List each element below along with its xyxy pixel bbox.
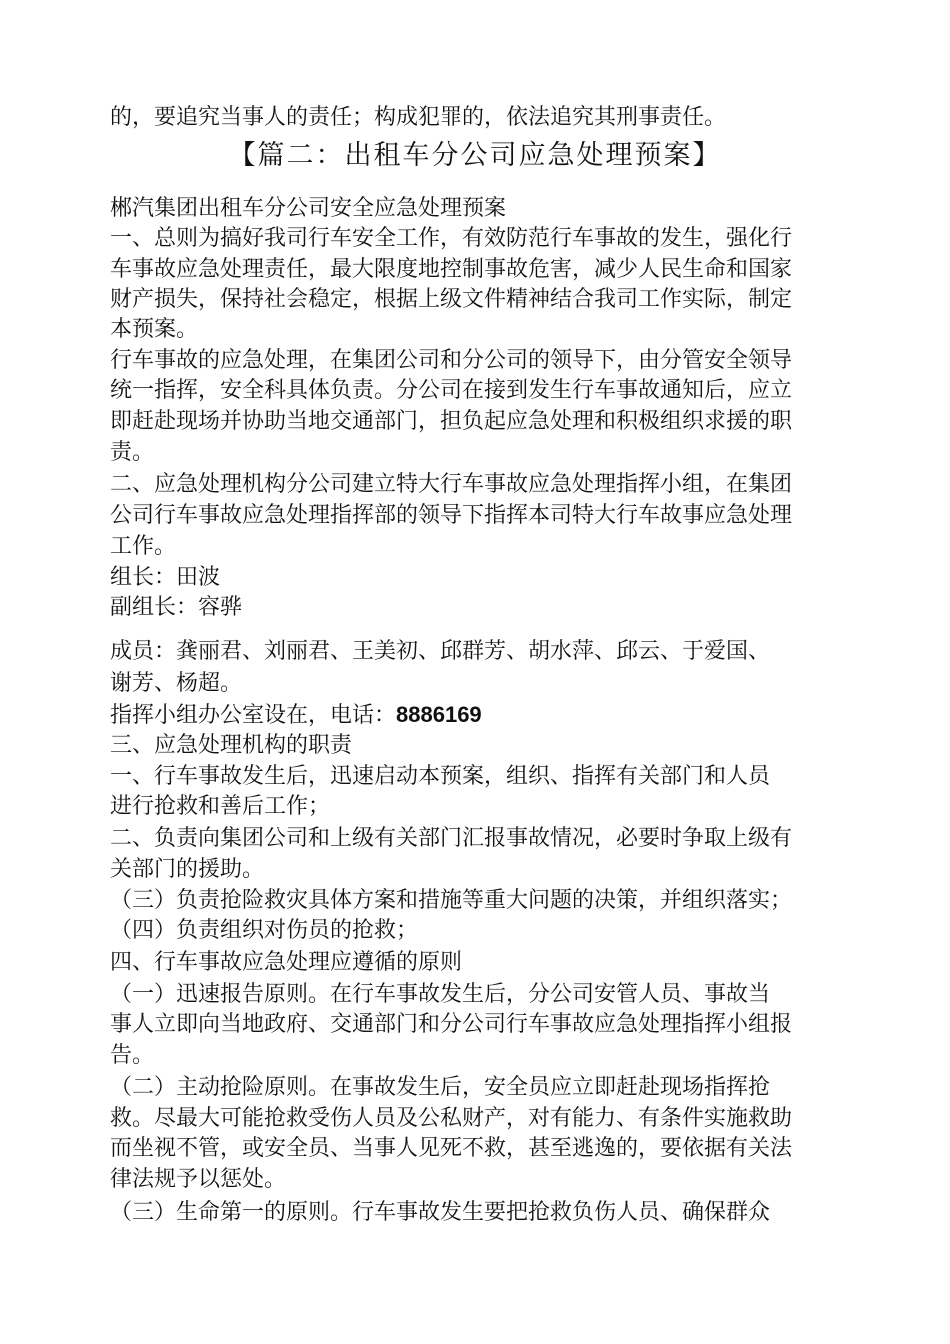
paragraph-line: 律法规予以惩处。 <box>110 1167 287 1192</box>
paragraph-line: （四）负责组织对伤员的抢救； <box>110 918 419 943</box>
paragraph-line: 而坐视不管，或安全员、当事人见死不救，甚至逃逸的，要依据有关法 <box>110 1136 793 1161</box>
paragraph-line: 工作。 <box>110 534 177 559</box>
paragraph-line: （二）主动抢险原则。在事故发生后，安全员应立即赶赴现场指挥抢 <box>110 1075 771 1100</box>
paragraph-line: 救。尽最大可能抢救受伤人员及公私财产，对有能力、有条件实施救助 <box>110 1106 793 1131</box>
paragraph-line: 即赶赴现场并协助当地交通部门，担负起应急处理和积极组织求援的职 <box>110 409 793 434</box>
paragraph-line: （一）迅速报告原则。在行车事故发生后，分公司安管人员、事故当 <box>110 982 771 1007</box>
paragraph-line: 告。 <box>110 1043 155 1068</box>
paragraph-line: 一、总则为搞好我司行车安全工作，有效防范行车事故的发生，强化行 <box>110 226 793 251</box>
paragraph-line: 关部门的援助。 <box>110 857 265 882</box>
paragraph-line: 二、负责向集团公司和上级有关部门汇报事故情况，必要时争取上级有 <box>110 826 793 851</box>
members-line: 成员：龚丽君、刘丽君、王美初、邱群芳、胡水萍、邱云、于爱国、 <box>110 639 771 664</box>
paragraph-line: 四、行车事故应急处理应遵循的原则 <box>110 950 463 975</box>
deputy-leader-line: 副组长：容骅 <box>110 595 243 620</box>
paragraph-line: 本预案。 <box>110 317 199 342</box>
paragraph-line: 的，要追究当事人的责任；构成犯罪的，依法追究其刑事责任。 <box>110 105 727 130</box>
office-phone-line <box>110 700 482 731</box>
paragraph-line: 责。 <box>110 440 155 465</box>
section-title: 【篇二：出租车分公司应急处理预案】 <box>228 140 722 171</box>
paragraph-line: 三、应急处理机构的职责 <box>110 733 353 758</box>
office-phone-label: 指挥小组办公室设在，电话： <box>110 703 397 728</box>
office-phone-number: 8886169 <box>396 702 482 727</box>
paragraph-line: 进行抢救和善后工作； <box>110 794 331 819</box>
paragraph-line: 一、行车事故发生后，迅速启动本预案，组织、指挥有关部门和人员 <box>110 764 771 789</box>
paragraph-line: 行车事故的应急处理，在集团公司和分公司的领导下，由分管安全领导 <box>110 348 793 373</box>
document-heading: 郴汽集团出租车分公司安全应急处理预案 <box>110 196 507 221</box>
paragraph-line: （三）负责抢险救灾具体方案和措施等重大问题的决策，并组织落实； <box>110 888 793 913</box>
paragraph-line: 公司行车事故应急处理指挥部的领导下指挥本司特大行车故事应急处理 <box>110 503 793 528</box>
paragraph-line: 二、应急处理机构分公司建立特大行车事故应急处理指挥小组，在集团 <box>110 472 793 497</box>
paragraph-line: 事人立即向当地政府、交通部门和分公司行车事故应急处理指挥小组报 <box>110 1012 793 1037</box>
paragraph-line: 统一指挥，安全科具体负责。分公司在接到发生行车事故通知后，应立 <box>110 378 793 403</box>
paragraph-line: 车事故应急处理责任，最大限度地控制事故危害，减少人民生命和国家 <box>110 257 793 282</box>
members-line: 谢芳、杨超。 <box>110 671 243 696</box>
paragraph-line: （三）生命第一的原则。行车事故发生要把抢救负伤人员、确保群众 <box>110 1200 771 1225</box>
group-leader-line: 组长：田波 <box>110 565 221 590</box>
paragraph-line: 财产损失，保持社会稳定，根据上级文件精神结合我司工作实际，制定 <box>110 287 793 312</box>
